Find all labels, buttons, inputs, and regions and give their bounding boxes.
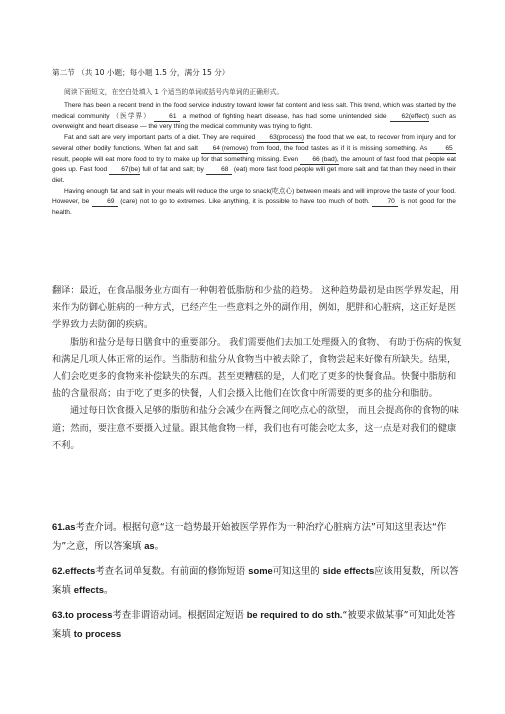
- translation-paragraph-3: 通过每日饮食摄入足够的脂肪和盐分会减少在两餐之间吃点心的欲望， 而且会提高你的食物的味道；然而，要注意不要摄入过量。跟其他食物一样，我们也有可能会吃太多，这一点是对我们的健康不利。: [52, 405, 459, 451]
- english-passage: [52, 101, 456, 219]
- section-instruction: 阅读下面短文，在空白处填入 1 个适当的单词或括号内单词的正确形式。: [64, 88, 284, 96]
- blank-68: 68: [206, 166, 232, 175]
- translation-paragraph-1: 翻译：最近，在食品服务业方面有一种朝着低脂肪和少盐的趋势。 这种趋势最初是由医学界发起，用来作为防御心脏病的一种方式，已经产生一些意料之外的副作用，例如，肥胖和心脏病，这正好是医学界致力去防御的疾病。: [52, 285, 460, 331]
- translation-paragraph-2: 脂肪和盐分是每日膳食中的重要部分。 我们需要他们去加工处理摄入的食物、 有助于伤病的恢复和满足几项人体正常的运作。当脂肪和盐分从食物当中被去除了，食物尝起来好像有所缺失。结果，人们会吃更多的食物来补偿缺失的东西。甚至更糟糕的是，人们吃了更多的快餐食品。快餐中脂肪和盐的含量很高；由于吃了更多的快餐，人们会摄入比他们在饮食中所需要的更多的盐分和脂肪。: [52, 336, 462, 400]
- passage-paragraph-3: Having enough fat and salt in your meals will reduce the urge to snack(吃点心) between meals and will improve the taste of your food. However, be 69 (care) not to go to extremes. Like anything, it is possible to have too much of both. 70 is not good for the health.: [52, 187, 456, 217]
- passage-paragraph-2: Fat and salt are very important parts of a diet. They are required 63(process) the food that we eat, to recover from injury and for several other bodily functions. When fat and salt 64 (remove) from food, the food tastes as if it is missing something. As 65 result, people will eat more food to try to make up for that something missing. Even 66 (bad), the amount of fast food that people eat goes up. Fast food 67(be) full of fat and salt; by 68 (eat) more fast food people will get more salt and fat than they need in their diet.: [52, 134, 456, 184]
- blank-62: 62(effect): [390, 113, 430, 122]
- blank-61: 61: [154, 113, 180, 122]
- blank-65: 65: [430, 145, 456, 154]
- answer-62: 62.effects考查名词单复数。有前面的修饰短语 some可知这里的 side effects应该用复数，所以答案填 effects。: [52, 564, 459, 597]
- blank-66: 66 (bad),: [300, 156, 338, 165]
- answer-block: [52, 518, 462, 649]
- blank-70: 70: [372, 198, 398, 207]
- blank-64: 64 (remove): [201, 145, 249, 154]
- blank-69: 69: [92, 198, 118, 207]
- answer-61: 61.as考查介词。根据句意“这一趋势最开始被医学界作为一种治疗心脏病方法”可知这里表达“作为”之意，所以答案填 as。: [52, 521, 447, 553]
- translation-block: [52, 282, 462, 454]
- section-heading: 第二节 （共 10 小题；每小题 1.5 分，满分 15 分）: [52, 68, 230, 77]
- passage-paragraph-1: There has been a recent trend in the food service industry toward lower fat content and less salt. This trend, which was started by the medical community （医学界） 61 a method of fighting heart disease, has had some unintended side 62(effect) such as overweight and heart disease — the very thing the medical community was trying to fight.: [52, 102, 456, 131]
- blank-63: 63(process): [257, 134, 304, 143]
- answer-63: 63.to process考查非谓语动词。根据固定短语 be required to do sth.“被要求做某事”可知此处答案填 to process: [52, 608, 456, 641]
- blank-67: 67(be): [109, 166, 140, 175]
